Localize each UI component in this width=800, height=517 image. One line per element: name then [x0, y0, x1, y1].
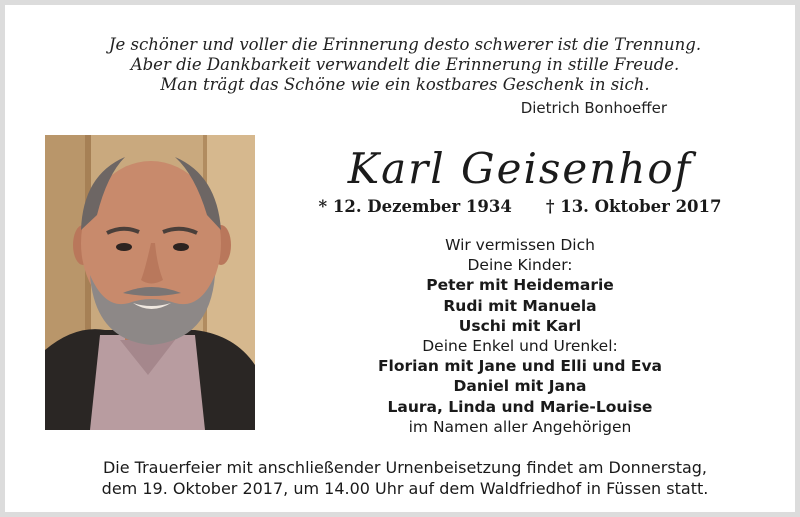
mourner-line: Deine Kinder: — [467, 256, 573, 275]
quote-author: Dietrich Bonhoeffer — [520, 99, 667, 117]
mourner-line: Laura, Linda und Marie-Louise — [387, 397, 653, 416]
mourner-line: Peter mit Heidemarie — [426, 276, 614, 295]
death-date: † 13. Oktober 2017 — [545, 197, 722, 216]
deceased-name: Karl Geisenhof — [347, 144, 693, 193]
birth-date: * 12. Dezember 1934 — [318, 197, 512, 216]
life-dates — [305, 197, 735, 216]
mourner-line: Daniel mit Jana — [453, 377, 587, 396]
memorial-quote — [5, 35, 800, 95]
funeral-announcement — [5, 457, 800, 499]
mourner-line: Deine Enkel und Urenkel: — [422, 337, 618, 356]
mourners-list — [295, 235, 745, 437]
footer-line-1: Die Trauerfeier mit anschließender Urnenbeisetzung findet am Donnerstag, — [102, 458, 708, 477]
mourner-line: Wir vermissen Dich — [445, 236, 595, 254]
footer-line-2: dem 19. Oktober 2017, um 14.00 Uhr auf dem Waldfriedhof in Füssen statt. — [101, 479, 709, 498]
mourner-line: Rudi mit Manuela — [443, 296, 597, 315]
quote-line-1: Je schöner und voller die Erinnerung desto schwerer ist die Trennung. — [108, 35, 702, 54]
mourner-line: Uschi mit Karl — [458, 316, 582, 335]
mourner-line: im Namen aller Angehörigen — [408, 417, 632, 436]
mourner-line: Florian mit Jane und Elli und Eva — [377, 357, 663, 376]
quote-line-3: Man trägt das Schöne wie ein kostbares Geschenk in sich. — [160, 75, 650, 94]
quote-line-2: Aber die Dankbarkeit verwandelt die Erinnerung in stille Freude. — [130, 55, 680, 74]
portrait-photo — [45, 135, 255, 430]
